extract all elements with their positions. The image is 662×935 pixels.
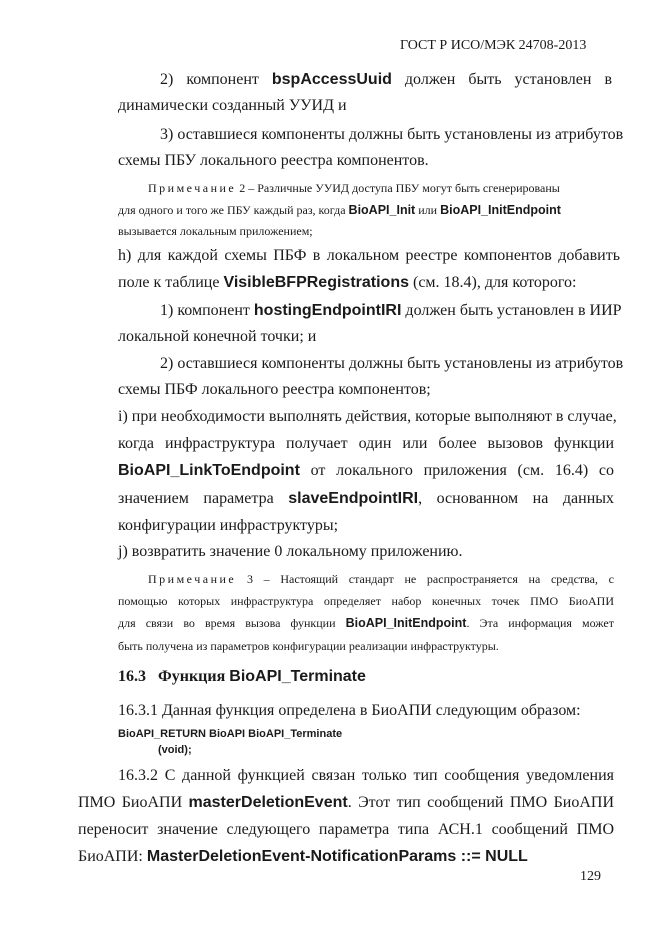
paragraph-line: конфигурации инфраструктуры; <box>118 517 339 534</box>
text: или <box>415 203 441 217</box>
code-term: MasterDeletionEvent-NotificationParams ::= NULL <box>146 848 528 865</box>
text: должен быть установлен в <box>391 71 612 88</box>
note-line: быть получена из параметров конфигурации реализации инфраструктуры. <box>118 639 499 653</box>
text: (см. 18.4), для которого: <box>408 274 577 291</box>
code-term: BioAPI_Init <box>348 203 416 217</box>
section-heading <box>118 667 366 687</box>
code-term: BioAPI_InitEndpoint <box>345 616 467 630</box>
text: значением параметра <box>118 490 289 507</box>
note-line <box>148 178 560 198</box>
page-number: 129 <box>580 869 601 884</box>
text: . Этот тип сообщений ПМО БиоАПИ <box>347 794 614 811</box>
code-line: (void); <box>158 744 192 756</box>
paragraph-line <box>118 489 614 509</box>
paragraph-line: 3) оставшиеся компоненты должны быть установлены из атрибутов <box>160 126 624 143</box>
paragraph-line <box>78 793 614 813</box>
text: 2) компонент <box>160 71 272 88</box>
paragraph-line: схемы ПБФ локального реестра компонентов; <box>118 381 431 398</box>
paragraph-line: i) при необходимости выполнять действия, которые выполняют в случае, <box>118 408 617 425</box>
code-term: BioAPI_Terminate <box>229 668 366 685</box>
text: для связи во время вызова функции <box>118 616 346 630</box>
paragraph-line <box>118 273 577 293</box>
paragraph-line: когда инфраструктура получает один или более вызовов функции <box>118 435 614 452</box>
code-term: BioAPI_InitEndpoint <box>440 203 561 217</box>
text: Функция <box>158 668 230 685</box>
paragraph-line: переносит значение следующего параметра типа АСН.1 сообщений ПМО <box>78 821 614 838</box>
paragraph-line: j) возвратить значение 0 локальному приложению. <box>118 543 463 560</box>
paragraph-line: динамически созданный УУИД и <box>118 97 347 114</box>
paragraph-line: 2) оставшиеся компоненты должны быть установлены из атрибутов <box>160 355 624 372</box>
paragraph-line <box>118 461 614 481</box>
code-term: bspAccessUuid <box>271 71 392 88</box>
paragraph-line: h) для каждой схемы ПБФ в локальном реестре компонентов добавить <box>118 247 620 264</box>
section-number: 16.3 <box>118 668 146 685</box>
code-term: masterDeletionEvent <box>188 794 348 811</box>
text: 1) компонент <box>160 302 254 319</box>
text: 3 – Настоящий стандарт не распространяется на средства, с <box>236 572 614 586</box>
paragraph-line: 16.3.2 С данной функцией связан только тип сообщения уведомления <box>118 767 614 784</box>
note-line <box>118 613 614 633</box>
note-line: помощью которых инфраструктура определяет набор конечных точек ПМО БиоАПИ <box>118 594 614 608</box>
paragraph-line: 16.3.1 Данная функция определена в БиоАПИ следующим образом: <box>118 702 581 719</box>
code-line: BioAPI_RETURN BioAPI BioAPI_Terminate <box>118 728 343 740</box>
paragraph-line <box>160 301 622 321</box>
note-line <box>148 569 614 589</box>
code-term: BioAPI_LinkToEndpoint <box>118 462 300 479</box>
code-term: slaveEndpointIRI <box>288 490 419 507</box>
paragraph-line: локальной конечной точки; и <box>118 328 317 345</box>
code-term: hostingEndpointIRI <box>253 302 402 319</box>
note-label: Примечание <box>148 181 237 195</box>
page-header: ГОСТ Р ИСО/МЭК 24708-2013 <box>400 38 587 53</box>
text: 2 – Различные УУИД доступа ПБУ могут быть сгенерированы <box>236 181 560 195</box>
text: должен быть установлен в ИИР <box>401 302 622 319</box>
text: поле к таблице <box>118 274 224 291</box>
text: от локального приложения (см. 16.4) со <box>299 462 614 479</box>
text: БиоАПИ: <box>78 848 147 865</box>
note-label: Примечание <box>148 572 237 586</box>
text: ПМО БиоАПИ <box>78 794 189 811</box>
text: , основанном на данных <box>418 490 615 507</box>
paragraph-line <box>160 70 612 90</box>
note-line: вызывается локальным приложением; <box>118 224 313 238</box>
paragraph-line: схемы ПБУ локального реестра компонентов. <box>118 152 429 169</box>
paragraph-line <box>78 847 528 867</box>
text: . Эта информация может <box>466 616 614 630</box>
note-line <box>118 200 561 220</box>
code-term: VisibleBFPRegistrations <box>223 274 409 291</box>
text: для одного и того же ПБУ каждый раз, когда <box>118 203 349 217</box>
